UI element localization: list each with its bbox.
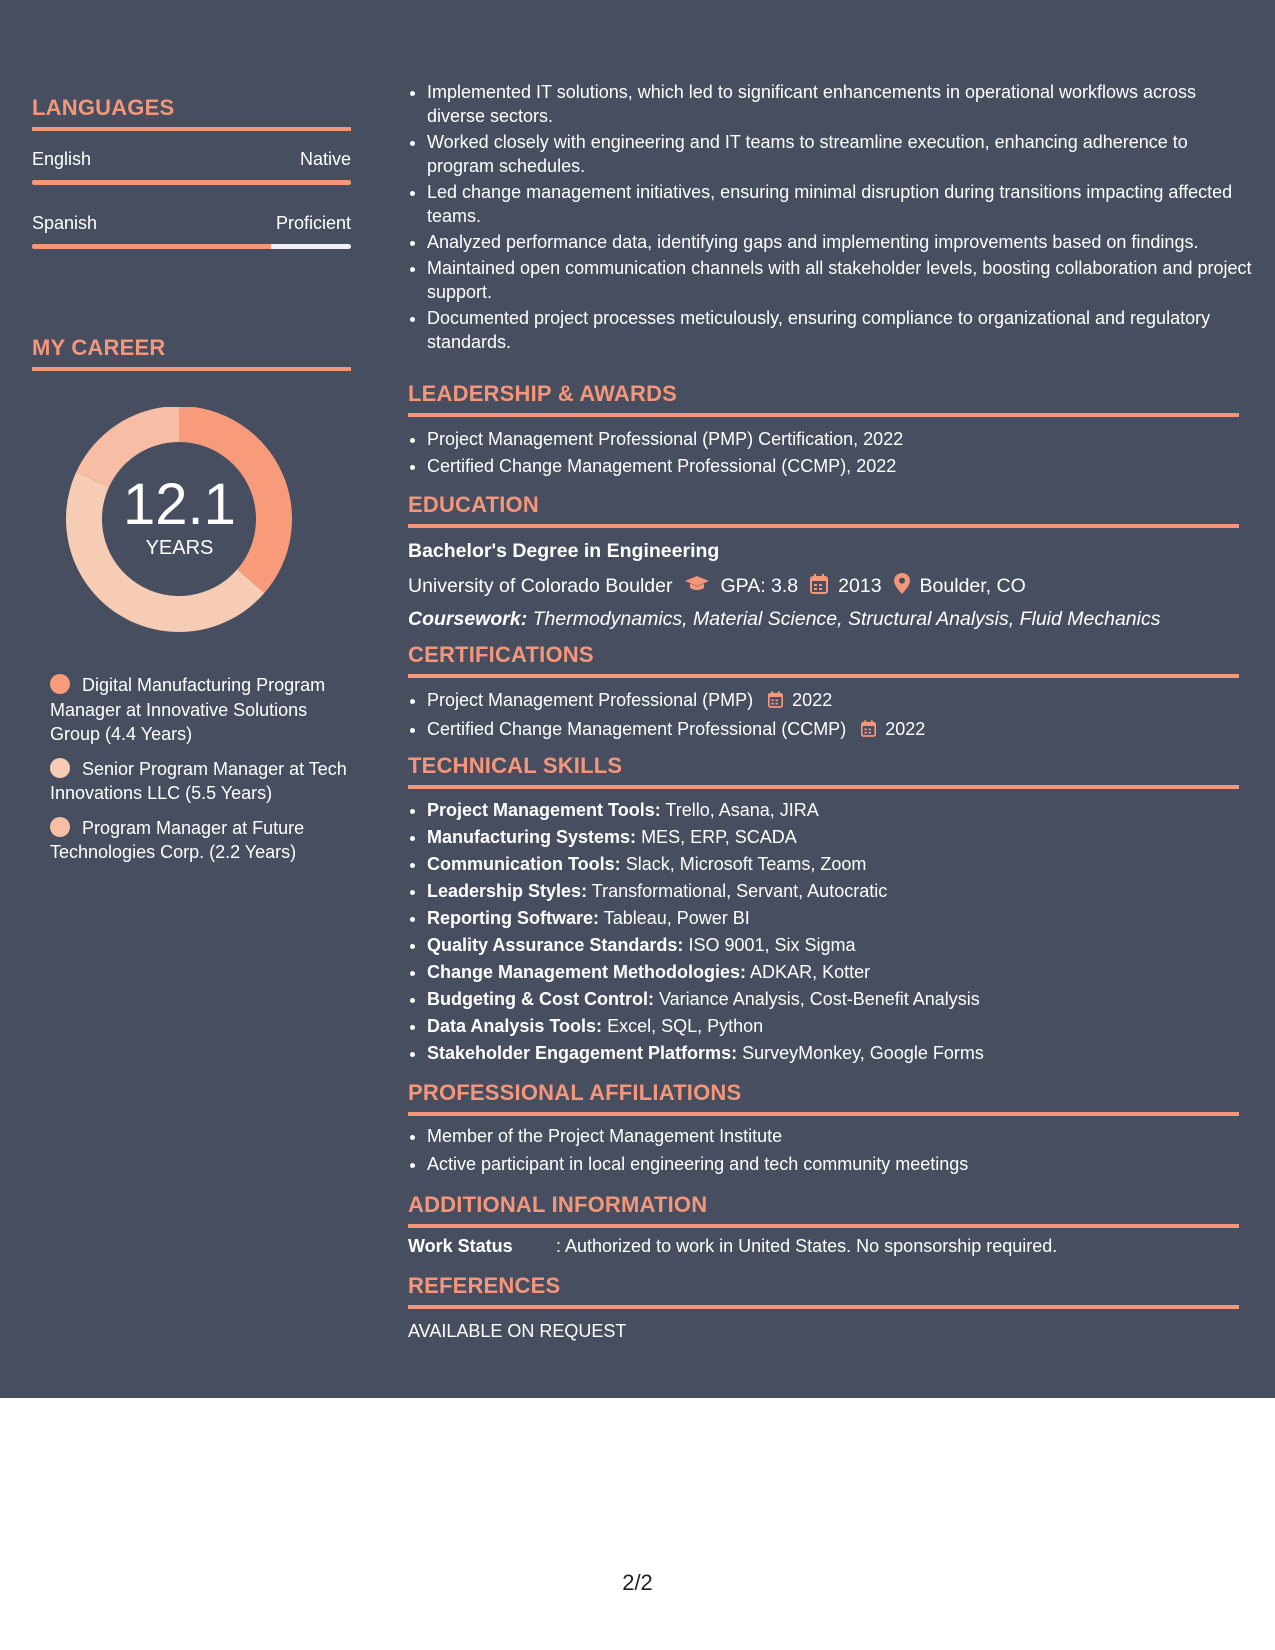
list-item: • Active participant in local engineering and tech community meetings xyxy=(427,1152,1239,1176)
skill-value: Variance Analysis, Cost-Benefit Analysis xyxy=(658,989,980,1009)
list-item: • Led change management initiatives, ensuring minimal disruption during transitions impacting affected teams. xyxy=(427,180,1258,228)
list-item xyxy=(427,878,1239,905)
legend-dot-icon xyxy=(50,817,70,837)
list-item: • Certified Change Management Professional (CCMP), 2022 xyxy=(427,454,1239,478)
work-status-row xyxy=(408,1236,1239,1257)
career-heading: MY CAREER xyxy=(32,335,351,371)
list-item xyxy=(427,824,1239,851)
affiliations-list xyxy=(408,1124,1239,1176)
career-donut xyxy=(32,407,351,637)
language-proficiency-bar xyxy=(32,244,351,249)
skill-value: Slack, Microsoft Teams, Zoom xyxy=(625,854,867,874)
location-pin-icon xyxy=(894,573,910,600)
career-unit: YEARS xyxy=(145,537,214,559)
language-level: Native xyxy=(299,149,351,169)
graduation-cap-icon xyxy=(684,575,710,599)
skill-label: Quality Assurance Standards: xyxy=(427,935,684,955)
additional-info-section xyxy=(408,1192,1239,1257)
affiliations-heading: PROFESSIONAL AFFILIATIONS xyxy=(408,1080,1239,1116)
list-item xyxy=(427,717,1239,743)
calendar-icon xyxy=(810,574,828,600)
affiliations-section xyxy=(408,1080,1239,1176)
list-item: • Documented project processes meticulously, ensuring compliance to organizational and regulatory standards. xyxy=(427,306,1258,354)
coursework xyxy=(408,608,1239,631)
career-total: 12.1 xyxy=(123,472,236,537)
career-legend xyxy=(32,673,351,865)
languages-section xyxy=(32,95,351,249)
skill-label: Change Management Methodologies: xyxy=(427,962,747,982)
coursework-text: Thermodynamics, Material Science, Structural Analysis, Fluid Mechanics xyxy=(532,608,1161,630)
degree-title: Bachelor's Degree in Engineering xyxy=(408,540,720,562)
list-item: • Analyzed performance data, identifying gaps and implementing improvements based on findings. xyxy=(427,230,1258,254)
awards-section xyxy=(408,381,1239,478)
list-item xyxy=(427,1040,1239,1067)
skill-label: Budgeting & Cost Control: xyxy=(427,989,654,1009)
skill-label: Manufacturing Systems: xyxy=(427,827,637,847)
certification-year: 2022 xyxy=(885,719,926,739)
career-legend-item xyxy=(50,816,351,865)
school-name: University of Colorado Boulder xyxy=(408,575,673,597)
page-number: 2/2 xyxy=(622,1570,653,1595)
certifications-section xyxy=(408,642,1239,743)
list-item: • Project Management Professional (PMP) Certification, 2022 xyxy=(427,427,1239,451)
career-legend-label: Senior Program Manager at Tech Innovations LLC (5.5 Years) xyxy=(50,758,347,803)
list-item xyxy=(427,1013,1239,1040)
work-status-label: Work Status xyxy=(408,1236,513,1256)
skill-label: Communication Tools: xyxy=(427,854,621,874)
list-item xyxy=(427,905,1239,932)
legend-dot-icon xyxy=(50,758,70,778)
list-item: • Maintained open communication channels with all stakeholder levels, boosting collaboration and project support. xyxy=(427,256,1258,304)
skill-label: Data Analysis Tools: xyxy=(427,1016,603,1036)
skill-value: ISO 9001, Six Sigma xyxy=(688,935,856,955)
skill-value: MES, ERP, SCADA xyxy=(641,827,797,847)
skill-label: Stakeholder Engagement Platforms: xyxy=(427,1043,738,1063)
language-proficiency-bar xyxy=(32,180,351,185)
graduation-year: 2013 xyxy=(838,575,882,597)
language-name: English xyxy=(32,149,92,169)
list-item: • Member of the Project Management Institute xyxy=(427,1124,1239,1148)
work-status-value: : Authorized to work in United States. No sponsorship required. xyxy=(556,1236,1058,1256)
certification-name: Project Management Professional (PMP) xyxy=(427,690,754,710)
career-legend-item xyxy=(50,757,351,806)
location: Boulder, CO xyxy=(919,575,1026,597)
language-name: Spanish xyxy=(32,213,98,233)
languages-heading: LANGUAGES xyxy=(32,95,351,131)
list-item xyxy=(427,797,1239,824)
skill-value: Transformational, Servant, Autocratic xyxy=(591,881,888,901)
skills-heading: TECHNICAL SKILLS xyxy=(408,753,1239,789)
certifications-list xyxy=(408,688,1239,743)
references-text: AVAILABLE ON REQUEST xyxy=(408,1321,627,1341)
references-heading: REFERENCES xyxy=(408,1273,1239,1309)
list-item xyxy=(427,688,1239,714)
skill-value: Trello, Asana, JIRA xyxy=(665,800,819,820)
skill-value: SurveyMonkey, Google Forms xyxy=(742,1043,984,1063)
coursework-label: Coursework: xyxy=(408,608,528,630)
language-item xyxy=(32,149,351,185)
career-legend-label: Digital Manufacturing Program Manager at Innovative Solutions Group (4.4 Years) xyxy=(50,675,326,744)
language-item xyxy=(32,213,351,249)
education-section xyxy=(408,492,1239,631)
certifications-heading: CERTIFICATIONS xyxy=(408,642,1239,678)
skill-label: Reporting Software: xyxy=(427,908,600,928)
calendar-icon xyxy=(861,719,876,743)
calendar-icon xyxy=(768,690,783,714)
certification-name: Certified Change Management Professional (CCMP) xyxy=(427,719,847,739)
skills-section xyxy=(408,753,1239,1067)
career-legend-item xyxy=(50,673,351,747)
career-legend-label: Program Manager at Future Technologies Corp. (2.2 Years) xyxy=(50,817,305,862)
language-level: Proficient xyxy=(275,213,351,233)
awards-list xyxy=(408,427,1239,478)
skills-list xyxy=(408,797,1239,1067)
list-item xyxy=(427,959,1239,986)
language-proficiency-fill xyxy=(32,244,271,249)
education-heading: EDUCATION xyxy=(408,492,1239,528)
certification-year: 2022 xyxy=(792,690,833,710)
list-item xyxy=(427,851,1239,878)
list-item xyxy=(427,986,1239,1013)
skill-value: ADKAR, Kotter xyxy=(750,962,871,982)
skill-value: Excel, SQL, Python xyxy=(607,1016,764,1036)
awards-heading: LEADERSHIP & AWARDS xyxy=(408,381,1239,417)
list-item: • Implemented IT solutions, which led to significant enhancements in operational workflows across diverse sectors. xyxy=(427,80,1258,128)
language-proficiency-fill xyxy=(32,180,351,185)
references-section xyxy=(408,1273,1239,1342)
list-item: • Worked closely with engineering and IT teams to streamline execution, enhancing adherence to program schedules. xyxy=(427,130,1258,178)
gpa: GPA: 3.8 xyxy=(720,575,799,597)
career-section xyxy=(32,335,351,875)
additional-info-heading: ADDITIONAL INFORMATION xyxy=(408,1192,1239,1228)
skill-value: Tableau, Power BI xyxy=(603,908,750,928)
education-details xyxy=(408,573,1239,600)
skill-label: Leadership Styles: xyxy=(427,881,588,901)
legend-dot-icon xyxy=(50,674,70,694)
list-item xyxy=(427,932,1239,959)
experience-bullets xyxy=(408,80,1258,356)
skill-label: Project Management Tools: xyxy=(427,800,661,820)
